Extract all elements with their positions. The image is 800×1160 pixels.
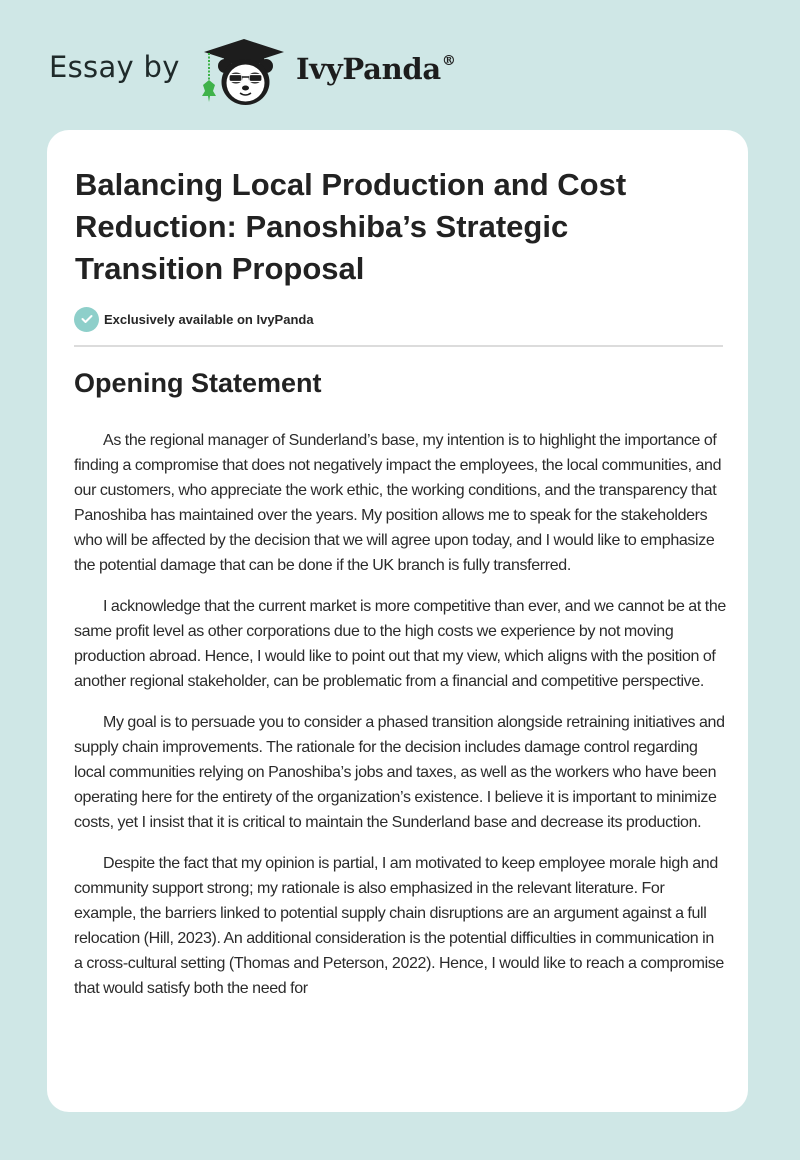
exclusive-badge-text: Exclusively available on IvyPanda: [104, 311, 314, 327]
registered-mark: ®: [441, 53, 456, 69]
article-body: [74, 428, 726, 1017]
paragraph: Despite the fact that my opinion is partial, I am motivated to keep employee morale high and community support strong; my rationale is also emphasized in the relevant literature. For example, the barriers linked to potential supply chain disruptions are an argument against a full relocation (Hill, 2023). An additional consideration is the potential difficulties in communication in a cross-cultural setting (Thomas and Peterson, 2022). Hence, I would like to reach a compromise that would satisfy both the need for: [74, 855, 724, 997]
article-title: Balancing Local Production and Cost Reduction: Panoshiba’s Strategic Transition Proposal: [75, 167, 627, 286]
paragraph: As the regional manager of Sunderland’s base, my intention is to highlight the importance of finding a compromise that does not negatively impact the employees, the local communities, and our customers, who appreciate the work ethic, the working conditions, and the transparency that Panoshiba has maintained over the years. My position allows me to speak for the stakeholders who will be affected by the decision that we will agree upon today, and I would like to emphasize the potential damage that can be done if the UK branch is fully transferred.: [74, 432, 722, 574]
divider: [74, 345, 723, 347]
check-circle-icon: [74, 307, 99, 332]
exclusive-badge: [74, 306, 314, 332]
paragraph: I acknowledge that the current market is more competitive than ever, and we cannot be at the same profit level as other corporations due to the high costs we experience by not moving production abroad. Hence, I would like to point out that my view, which aligns with the position of another regional stakeholder, can be problematic from a financial and competitive perspective.: [74, 598, 726, 690]
paragraph: My goal is to persuade you to consider a phased transition alongside retraining initiatives and supply chain improvements. The rationale for the decision includes damage control regarding local communities relying on Panoshiba’s jobs and taxes, as well as the workers who have been operating here for the entirety of the organization’s existence. I believe it is important to minimize costs, yet I insist that it is critical to maintain the Sunderland base and decrease its production.: [74, 714, 725, 831]
essay-by-label: Essay by: [49, 50, 180, 84]
brand-text: IvyPanda: [296, 52, 441, 86]
site-header: [0, 0, 800, 120]
panda-logo-icon[interactable]: [200, 36, 292, 108]
article-card: [47, 130, 748, 1112]
brand-name[interactable]: [296, 52, 456, 86]
section-title: Opening Statement: [74, 368, 322, 398]
